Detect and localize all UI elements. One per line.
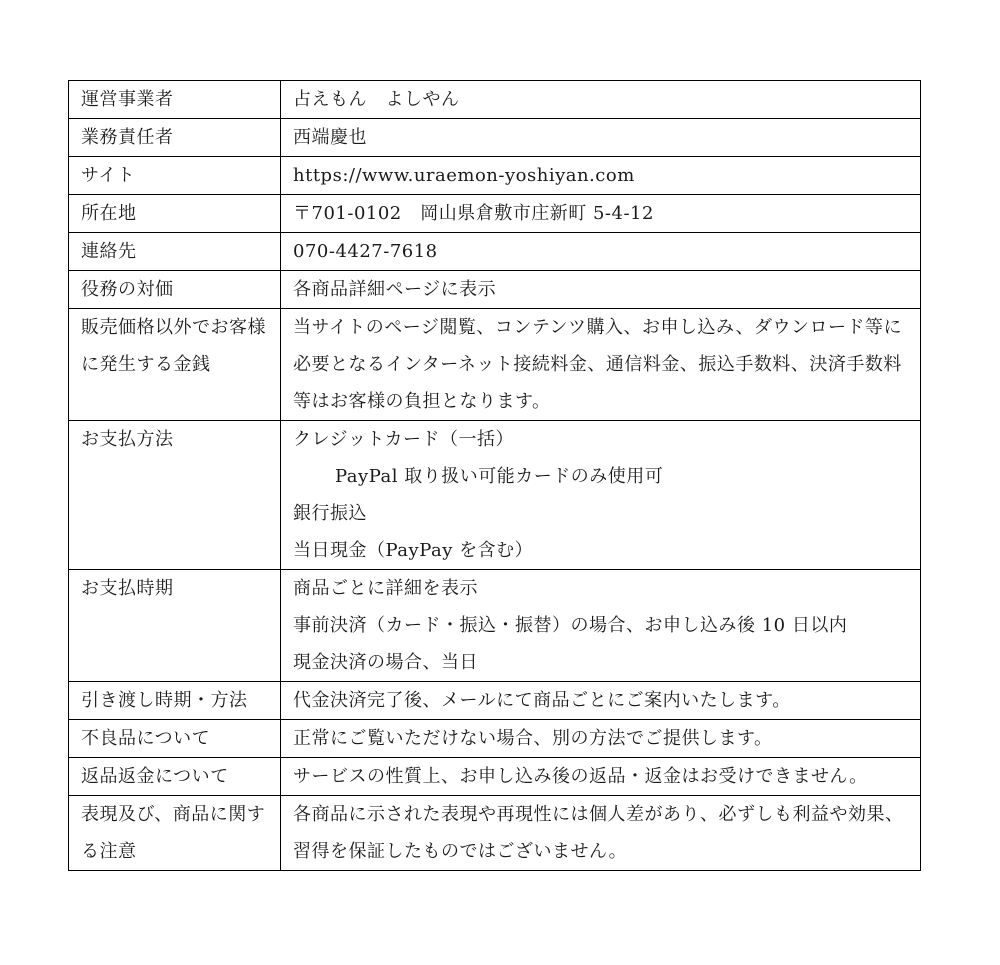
table-row-payment-method bbox=[69, 421, 921, 570]
table-row-disclaimer bbox=[69, 796, 921, 871]
table-row-payment-timing bbox=[69, 570, 921, 682]
row-label: お支払時期 bbox=[69, 570, 281, 682]
row-value bbox=[281, 758, 921, 796]
row-label: 引き渡し時期・方法 bbox=[69, 682, 281, 720]
site-url: https://www.uraemon-yoshiyan.com bbox=[293, 165, 635, 186]
value-line: 商品ごとに詳細を表示 bbox=[293, 578, 478, 599]
table-row-extra-fees bbox=[69, 309, 921, 421]
value-line: クレジットカード（一括） bbox=[293, 429, 515, 450]
value-line: 〒701-0102 岡山県倉敷市庄新町 5-4-12 bbox=[293, 203, 654, 224]
table-row-returns bbox=[69, 758, 921, 796]
value-line: 占えもん よしやん bbox=[293, 89, 460, 110]
row-value bbox=[281, 421, 921, 570]
value-line: サービスの性質上、お申し込み後の返品・返金はお受けできません。 bbox=[293, 766, 868, 787]
table-row-operator bbox=[69, 81, 921, 119]
table-row-delivery bbox=[69, 682, 921, 720]
value-line: 各商品詳細ページに表示 bbox=[293, 279, 497, 300]
value-line: 当サイトのページ閲覧、コンテンツ購入、お申し込み、ダウンロード等に必要となるインターネット接続料金、通信料金、振込手数料、決済手数料等はお客様の負担となります。 bbox=[293, 317, 903, 412]
value-line: 銀行振込 bbox=[293, 503, 367, 524]
value-line: 事前決済（カード・振込・振替）の場合、お申し込み後 10 日以内 bbox=[293, 615, 848, 636]
value-line: 西端慶也 bbox=[293, 127, 367, 148]
row-label: 不良品について bbox=[69, 720, 281, 758]
table-row-price bbox=[69, 271, 921, 309]
row-value bbox=[281, 570, 921, 682]
value-line: 070-4427-7618 bbox=[293, 241, 438, 262]
row-label: お支払方法 bbox=[69, 421, 281, 570]
value-line: 現金決済の場合、当日 bbox=[293, 652, 478, 673]
table-row-manager bbox=[69, 119, 921, 157]
row-label: 役務の対価 bbox=[69, 271, 281, 309]
row-label: 業務責任者 bbox=[69, 119, 281, 157]
row-label: 運営事業者 bbox=[69, 81, 281, 119]
row-label: 販売価格以外でお客様に発生する金銭 bbox=[69, 309, 281, 421]
row-value bbox=[281, 233, 921, 271]
row-value bbox=[281, 309, 921, 421]
row-value bbox=[281, 81, 921, 119]
value-line: 代金決済完了後、メールにて商品ごとにご案内いたします。 bbox=[293, 690, 791, 711]
row-value bbox=[281, 720, 921, 758]
row-label: 連絡先 bbox=[69, 233, 281, 271]
row-value bbox=[281, 119, 921, 157]
row-value bbox=[281, 195, 921, 233]
row-label: 所在地 bbox=[69, 195, 281, 233]
row-label: サイト bbox=[69, 157, 281, 195]
table-row-address bbox=[69, 195, 921, 233]
row-value bbox=[281, 796, 921, 871]
value-line: 各商品に示された表現や再現性には個人差があり、必ずしも利益や効果、習得を保証したものではございません。 bbox=[293, 804, 904, 862]
table-row-contact bbox=[69, 233, 921, 271]
row-value bbox=[281, 682, 921, 720]
value-line: 当日現金（PayPay を含む） bbox=[293, 540, 534, 561]
row-value bbox=[281, 271, 921, 309]
value-line: PayPal 取り扱い可能カードのみ使用可 bbox=[335, 466, 664, 487]
table-row-site bbox=[69, 157, 921, 195]
value-line: 正常にご覧いただけない場合、別の方法でご提供します。 bbox=[293, 728, 773, 749]
row-label: 返品返金について bbox=[69, 758, 281, 796]
row-label: 表現及び、商品に関する注意 bbox=[69, 796, 281, 871]
table-row-defects bbox=[69, 720, 921, 758]
legal-notice-table bbox=[68, 80, 921, 871]
row-value bbox=[281, 157, 921, 195]
